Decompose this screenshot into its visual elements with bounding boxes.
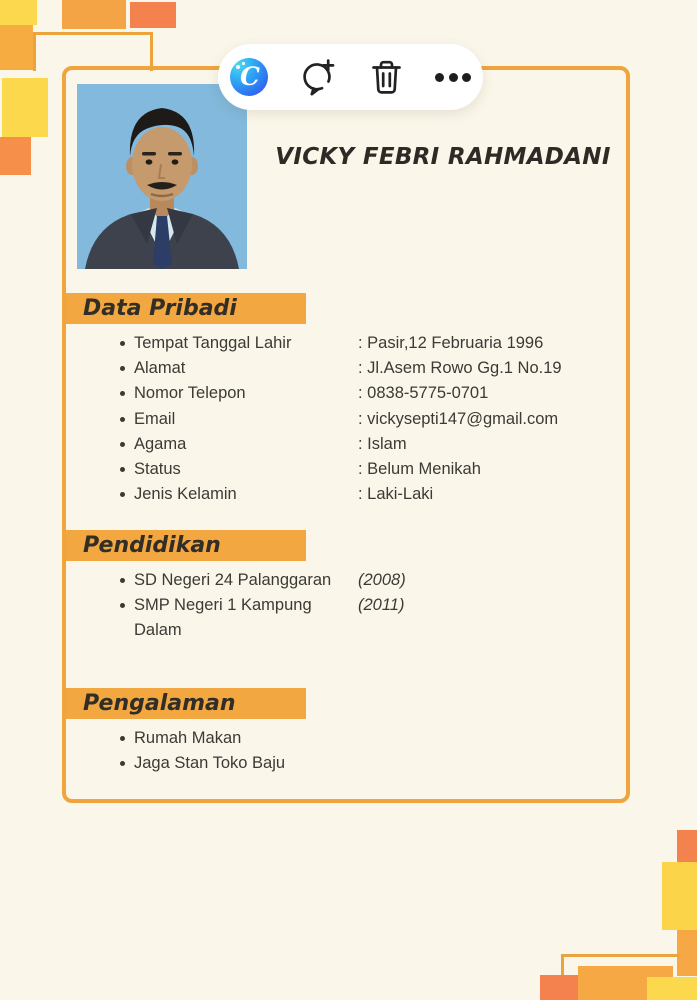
decor-topleft-orange-small [0,25,33,70]
bullet-icon [120,417,125,422]
list-item [120,457,600,482]
decor-bottomright-yellow-top [662,862,697,930]
list-item [120,432,600,457]
personal-data-list [120,331,600,507]
bullet-icon [120,391,125,396]
decor-top-orange-bar [62,0,126,29]
list-item [120,407,600,432]
decor-topleft-yellow-large [2,78,48,137]
experience-list [120,726,600,776]
field-value: : Pasir,12 Februaria 1996 [358,334,544,353]
decor-topleft-yellow-small [0,0,37,25]
field-value: : Laki-Laki [358,485,434,504]
bullet-icon [120,366,125,371]
list-item [120,356,600,381]
list-item [120,726,600,751]
bullet-icon [120,492,125,497]
profile-photo-image [77,84,247,269]
field-value: : Jl.Asem Rowo Gg.1 No.19 [358,359,562,378]
decor-topleft-deep-orange [0,137,31,175]
field-label: Agama [134,434,187,453]
resume-name: VICKY FEBRI RAHMADANI [275,144,611,170]
education-list [120,568,600,644]
bullet-icon [120,341,125,346]
section-title: Pengalaman [83,691,236,716]
bullet-icon [120,736,125,741]
list-item [120,331,600,356]
delete-button[interactable] [368,58,405,96]
bullet-icon [120,467,125,472]
school-name: SD Negeri 24 Palanggaran [134,571,332,589]
field-label: Status [134,460,181,479]
decor-bottomright-deep-orange-bottom [540,975,578,1000]
section-header-pengalaman [66,688,306,719]
field-label: Jenis Kelamin [134,485,237,504]
list-item [120,751,600,776]
floating-toolbar [218,44,483,110]
section-title: Data Pribadi [83,296,237,321]
add-comment-icon [298,57,338,97]
decor-bottomright-yellow-bottom [647,977,697,1000]
bullet-icon [120,442,125,447]
canva-logo-button[interactable] [230,58,268,96]
bullet-icon [120,603,125,608]
list-item [120,593,600,643]
school-year: (2011) [358,596,405,615]
trash-icon [368,58,405,96]
canva-logo-letter: C [240,61,260,91]
field-value: : Belum Menikah [358,460,481,479]
section-header-pendidikan [66,530,306,561]
canva-logo-icon [230,58,268,96]
field-value: : 0838-5775-0701 [358,384,489,403]
decor-bottomright-deep-orange-top [677,830,697,863]
bullet-icon [120,578,125,583]
field-value: : Islam [358,434,407,453]
add-comment-button[interactable] [298,57,338,97]
field-label: Email [134,409,176,428]
field-value: : vickysepti147@gmail.com [358,409,559,428]
experience-name: Jaga Stan Toko Baju [134,754,286,773]
list-item [120,568,600,593]
experience-name: Rumah Makan [134,729,242,748]
section-title: Pendidikan [83,533,221,558]
field-label: Tempat Tanggal Lahir [134,334,292,353]
list-item [120,482,600,507]
more-button[interactable] [435,72,471,82]
list-item [120,381,600,406]
school-year: (2008) [358,571,406,589]
school-name: SMP Negeri 1 Kampung Dalam [134,596,312,640]
field-label: Alamat [134,359,186,378]
decor-bottomright-orange-edge [677,930,697,976]
section-header-data-pribadi [66,293,306,324]
decor-top-deep-orange-bar [130,2,176,28]
bullet-icon [120,761,125,766]
field-label: Nomor Telepon [134,384,246,403]
profile-photo [77,84,247,269]
more-options-icon [435,72,471,82]
